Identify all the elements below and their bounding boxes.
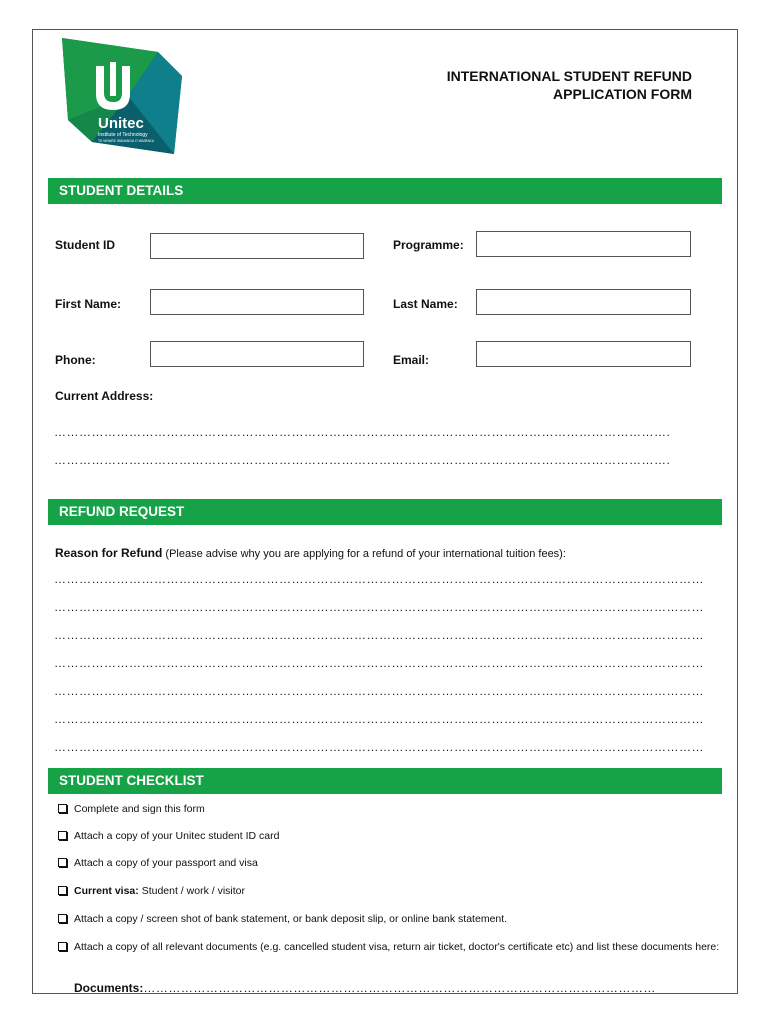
reason-line-6[interactable]: …………………………………………………………………………………………………………………………………………: [54, 712, 704, 726]
documents-line[interactable]: ……………………………………………………………………………………………………………: [143, 981, 656, 995]
form-title-line1: INTERNATIONAL STUDENT REFUND: [446, 68, 692, 84]
reason-line-2[interactable]: …………………………………………………………………………………………………………………………………………: [54, 600, 704, 614]
checklist-item-text: Attach a copy / screen shot of bank statement, or bank deposit slip, or online bank statement.: [74, 913, 508, 925]
student-details-heading: STUDENT DETAILS: [48, 178, 722, 204]
form-title: [447, 67, 692, 103]
last-name-input[interactable]: [476, 289, 691, 315]
form-title-line2: APPLICATION FORM: [553, 86, 692, 102]
last-name-label: Last Name:: [393, 297, 458, 311]
checklist-item: [58, 830, 708, 843]
checklist-item: [58, 913, 708, 926]
checklist-item-text: Complete and sign this form: [74, 803, 205, 815]
current-visa-label: Current visa:: [74, 885, 139, 897]
reason-line-7[interactable]: …………………………………………………………………………………………………………………………………………: [54, 740, 704, 754]
reason-label: Reason for Refund: [55, 546, 163, 560]
address-line-2[interactable]: ………………………………………………………………………………………………………………………………….: [54, 453, 671, 467]
student-id-input[interactable]: [150, 233, 364, 259]
checkbox-icon[interactable]: [58, 831, 67, 840]
checklist-item: [58, 803, 708, 816]
refund-request-heading: REFUND REQUEST: [48, 499, 722, 525]
student-checklist-heading: STUDENT CHECKLIST: [48, 768, 722, 794]
checkbox-icon[interactable]: [58, 942, 67, 951]
checkbox-icon[interactable]: [58, 858, 67, 867]
logo-subtitle: Institute of Technology: [98, 132, 148, 138]
checklist-item-text: Student / work / visitor: [138, 885, 245, 897]
documents-field: [74, 981, 656, 995]
email-label: Email:: [393, 353, 430, 367]
checklist-item-text: Attach a copy of your passport and visa: [74, 857, 258, 869]
reason-line-3[interactable]: …………………………………………………………………………………………………………………………………………: [54, 628, 704, 642]
programme-label: Programme:: [393, 238, 464, 252]
checkbox-icon[interactable]: [58, 914, 67, 923]
checklist-item-text: Attach a copy of all relevant documents (e.g. cancelled student visa, return air ticket, doctor's certificate etc) and list these documents here:: [74, 941, 720, 953]
current-address-label: Current Address:: [55, 389, 154, 403]
reason-line-1[interactable]: …………………………………………………………………………………………………………………………………………: [54, 572, 704, 586]
logo-wordmark: Unitec: [98, 115, 144, 132]
reason-hint: (Please advise why you are applying for a refund of your international tuition fees):: [162, 548, 566, 560]
address-line-1[interactable]: ………………………………………………………………………………………………………………………………….: [54, 425, 671, 439]
checkbox-icon[interactable]: [58, 886, 67, 895]
reason-line-4[interactable]: …………………………………………………………………………………………………………………………………………: [54, 656, 704, 670]
phone-label: Phone:: [55, 353, 96, 367]
reason-line-5[interactable]: …………………………………………………………………………………………………………………………………………: [54, 684, 704, 698]
checklist-item-text: Attach a copy of your Unitec student ID card: [74, 830, 280, 842]
checklist-item: [58, 857, 708, 870]
checklist-item: [58, 941, 724, 954]
checklist-item: [58, 885, 708, 898]
checkbox-icon[interactable]: [58, 804, 67, 813]
reason-for-refund: [55, 546, 566, 561]
phone-input[interactable]: [150, 341, 364, 367]
logo-tagline: TE WHARE WANANGA O WAIRAKA: [98, 139, 155, 143]
first-name-input[interactable]: [150, 289, 364, 315]
unitec-logo: [58, 36, 184, 156]
student-id-label: Student ID: [55, 238, 115, 252]
email-input[interactable]: [476, 341, 691, 367]
documents-label: Documents:: [74, 981, 144, 995]
programme-input[interactable]: [476, 231, 691, 257]
first-name-label: First Name:: [55, 297, 122, 311]
